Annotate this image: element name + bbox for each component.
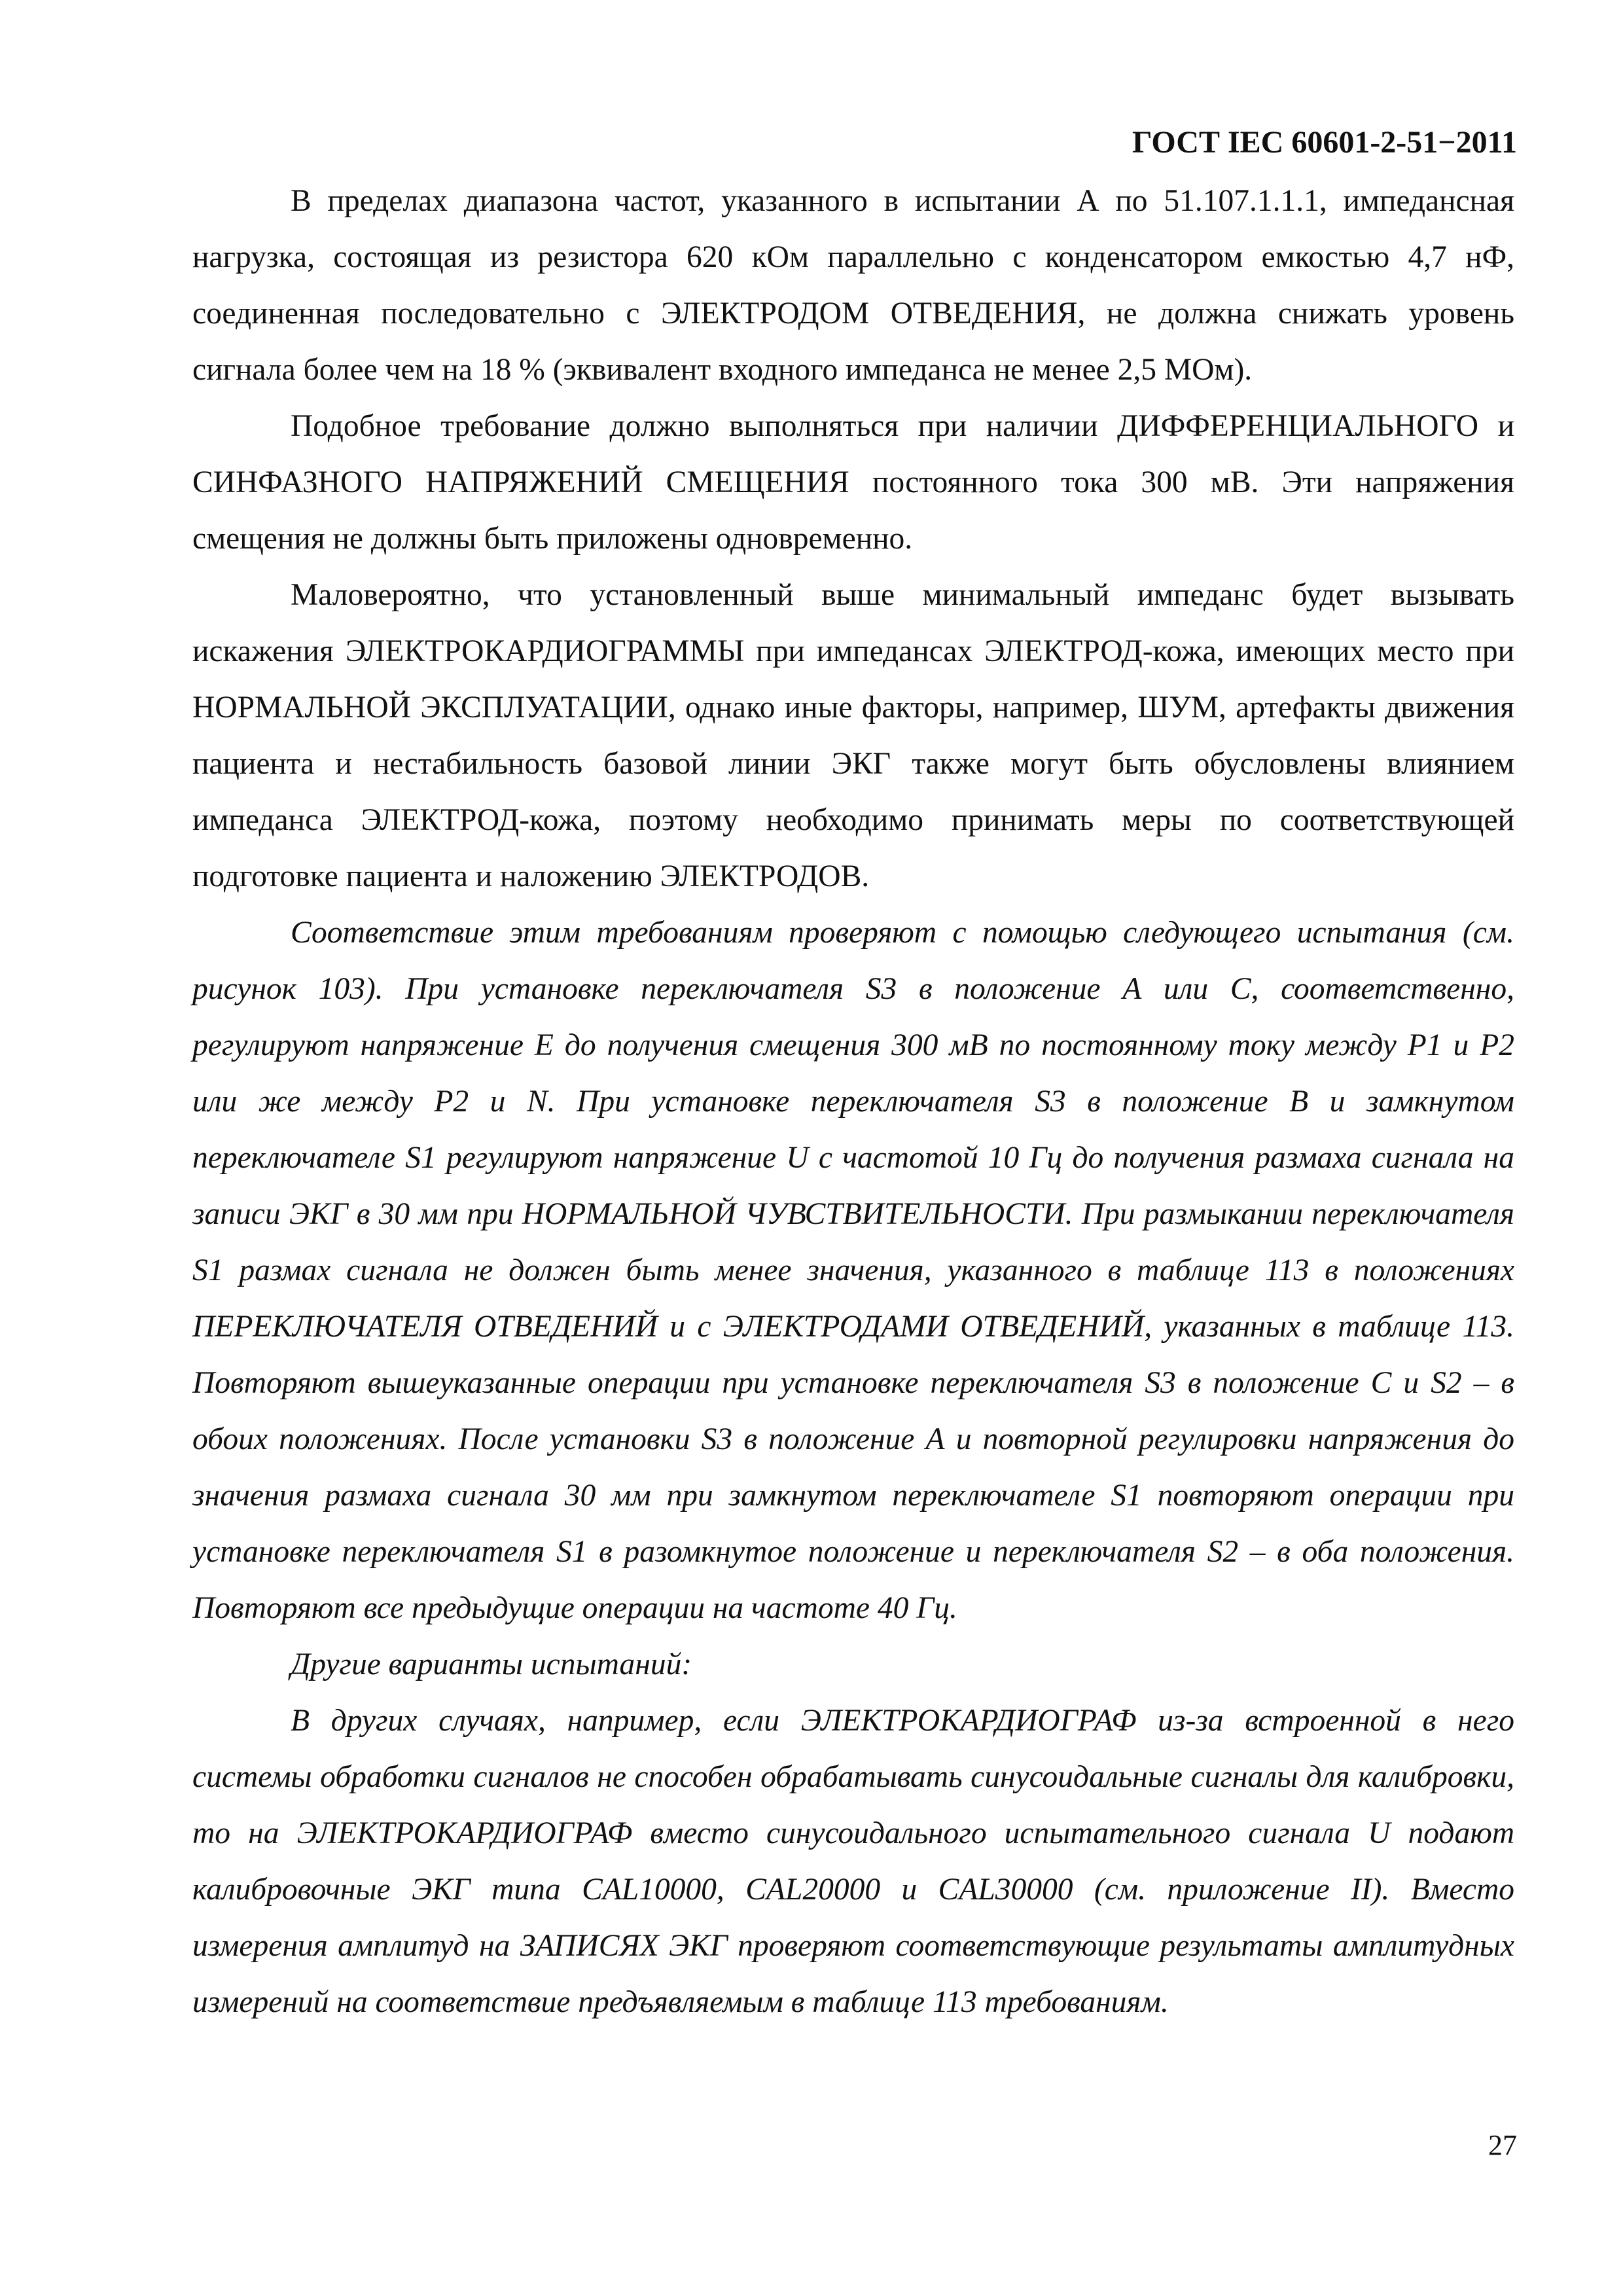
paragraph-compliance-test: Соответствие этим требованиям проверяют с помощью следующего испытания (см. рисунок 103). При установке переключателя S3 в положение А или С, соответственно, регулируют напряжение Е до получения смещения 300 мВ по постоянному току между Р1 и Р2 или же между Р2 и N. При установке переключателя S3 в положение В и замкнутом переключателе S1 регулируют напряжение U с частотой 10 Гц до получения размаха сигнала на записи ЭКГ в 30 мм при НОРМАЛЬНОЙ ЧУВСТВИТЕЛЬНОСТИ. При размыкании переключателя S1 размах сигнала не должен быть менее значения, указанного в таблице 113 в положениях ПЕРЕКЛЮЧАТЕЛЯ ОТВЕДЕНИЙ и с ЭЛЕКТРОДАМИ ОТВЕДЕНИЙ, указанных в таблице 113. Повторяют вышеуказанные операции при установке переключателя S3 в положение С и S2 – в обоих положениях. После установки S3 в положение А и повторной регулировки напряжения до значения размаха сигнала 30 мм при замкнутом переключателе S1 повторяют операции при установке переключателя S1 в разомкнутое положение и переключателя S2 – в оба положения. Повторяют все предыдущие операции на частоте 40 Гц. — [192, 916, 1514, 1625]
paragraph-electrode-skin-impedance: Маловероятно, что установленный выше минимальный импеданс будет вызывать искажения ЭЛЕКТРОКАРДИОГРАММЫ при импедансах ЭЛЕКТРОД-кожа, имеющих место при НОРМАЛЬНОЙ ЭКСПЛУАТАЦИИ, однако иные факторы, например, ШУМ, артефакты движения пациента и нестабильность базовой линии ЭКГ также могут быть обусловлены влиянием импеданса ЭЛЕКТРОД-кожа, поэтому необходимо принимать меры по соответствующей подготовке пациента и наложению ЭЛЕКТРОДОВ. — [192, 578, 1514, 893]
standard-designation: ГОСТ IEC 60601-2-51−2011 — [1132, 125, 1517, 160]
page-number: 27 — [1488, 2129, 1517, 2161]
paragraph-impedance-requirement: В пределах диапазона частот, указанного в испытании А по 51.107.1.1.1, импедансная нагрузка, состоящая из резистора 620 кОм параллельно с конденсатором емкостью 4,7 нФ, соединенная последовательно с ЭЛЕКТРОДОМ ОТВЕДЕНИЯ, не должна снижать уровень сигнала более чем на 18 % (эквивалент входного импеданса не менее 2,5 МОм). — [192, 184, 1514, 387]
paragraph-calibration-ecg: В других случаях, например, если ЭЛЕКТРОКАРДИОГРАФ из-за встроенной в него системы обработки сигналов не способен обрабатывать синусоидальные сигналы для калибровки, то на ЭЛЕКТРОКАРДИОГРАФ вместо синусоидального испытательного сигнала U подают калибровочные ЭКГ типа CAL10000, CAL20000 и CAL30000 (см. приложение II). Вместо измерения амплитуд на ЗАПИСЯХ ЭКГ проверяют соответствующие результаты амплитудных измерений на соответствие предъявляемым в таблице 113 требованиям. — [192, 1704, 1514, 2019]
paragraph-offset-voltage: Подобное требование должно выполняться при наличии ДИФФЕРЕНЦИАЛЬНОГО и СИНФАЗНОГО НАПРЯЖЕНИЙ СМЕЩЕНИЯ постоянного тока 300 мВ. Эти напряжения смещения не должны быть приложены одновременно. — [192, 409, 1514, 556]
document-body — [192, 173, 1514, 2030]
paragraph-other-test-variants: Другие варианты испытаний: — [291, 1647, 692, 1681]
